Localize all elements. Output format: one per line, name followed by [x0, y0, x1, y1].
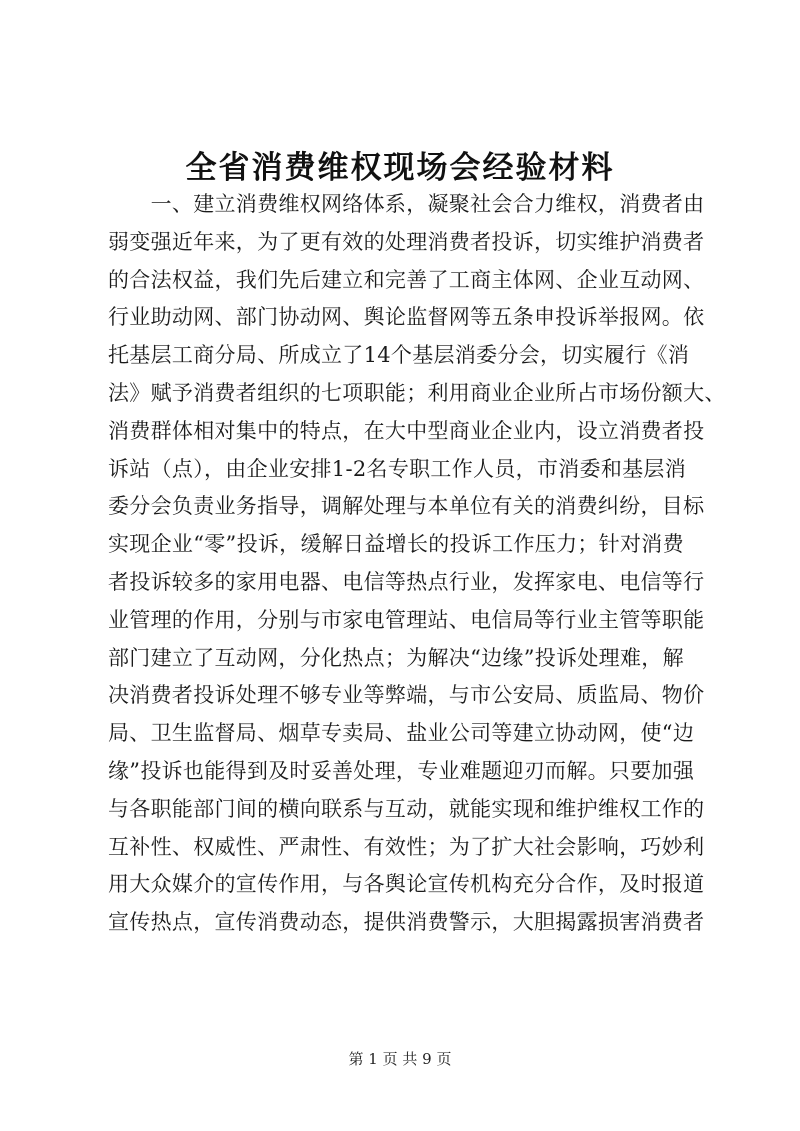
text-line: 用大众媒介的宣传作用，与各舆论宣传机构充分合作，及时报道	[108, 872, 705, 897]
text-line: 行业助动网、部门协动网、舆论监督网等五条申投诉举报网。依	[108, 305, 705, 330]
text-line: 委分会负责业务指导，调解处理与本单位有关的消费纠纷，目标	[108, 494, 705, 519]
text-line: 者投诉较多的家用电器、电信等热点行业，发挥家电、电信等行	[108, 569, 705, 594]
text-line: 缘”投诉也能得到及时妥善处理，专业难题迎刃而解。只要加强	[108, 758, 695, 783]
text-line: 局、卫生监督局、烟草专卖局、盐业公司等建立协动网，使“边	[108, 721, 695, 746]
text-line: 宣传热点，宣传消费动态，提供消费警示，大胆揭露损害消费者	[108, 910, 705, 935]
text-line: 部门建立了互动网，分化热点；为解决“边缘”投诉处理难，解	[108, 645, 684, 670]
text-line: 互补性、权威性、严肃性、有效性；为了扩大社会影响，巧妙利	[108, 834, 705, 859]
text-line: 诉站（点），由企业安排1-2名专职工作人员，市消委和基层消	[108, 456, 687, 481]
text-line: 与各职能部门间的横向联系与互动，就能实现和维护维权工作的	[108, 796, 705, 821]
document-title: 全省消费维权现场会经验材料	[185, 150, 615, 186]
text-line: 法》赋予消费者组织的七项职能；利用商业企业所占市场份额大、	[108, 380, 726, 405]
body-paragraph	[108, 186, 726, 942]
text-line: 消费群体相对集中的特点，在大中型商业企业内，设立消费者投	[108, 418, 705, 443]
text-line: 决消费者投诉处理不够专业等弊端，与市公安局、质监局、物价	[108, 683, 705, 708]
text-line: 一、建立消费维权网络体系，凝聚社会合力维权，消费者由	[108, 192, 705, 216]
text-line: 的合法权益，我们先后建立和完善了工商主体网、企业互动网、	[108, 267, 705, 292]
text-line: 业管理的作用，分别与市家电管理站、电信局等行业主管等职能	[108, 607, 705, 632]
text-line: 弱变强近年来，为了更有效的处理消费者投诉，切实维护消费者	[108, 229, 705, 254]
page-number-footer: 第 1 页 共 9 页	[348, 1050, 452, 1068]
text-line: 实现企业“零”投诉，缓解日益增长的投诉工作压力；针对消费	[108, 532, 684, 557]
text-line: 托基层工商分局、所成立了14个基层消委分会，切实履行《消	[108, 343, 690, 368]
